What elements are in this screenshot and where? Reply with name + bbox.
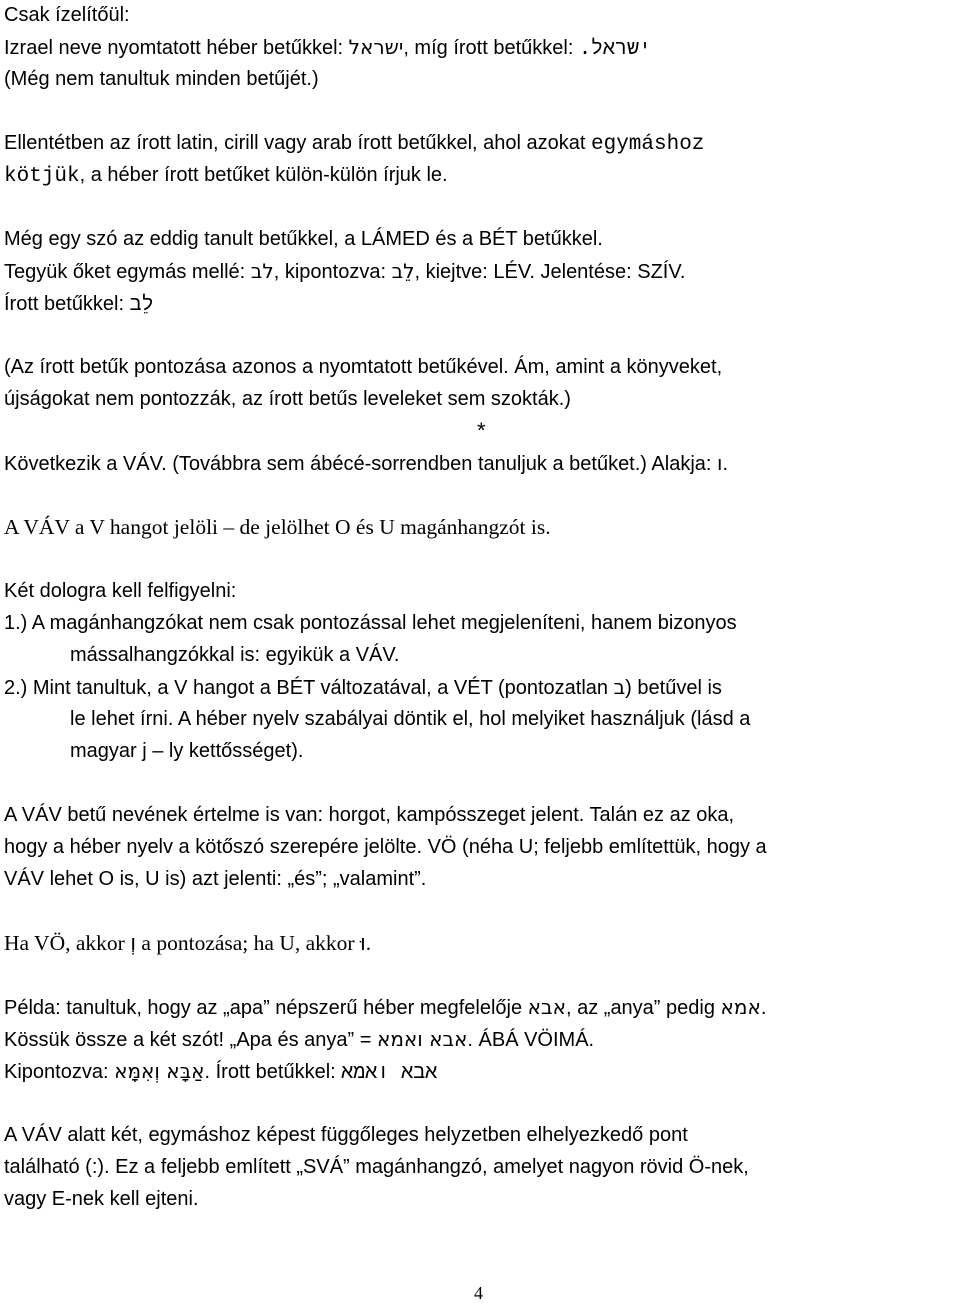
- hebrew-word-cursive: ישראל.: [578, 35, 651, 59]
- paragraph-line: A VÁV alatt két, egymáshoz képest függőleges helyzetben elhelyezkedő pont: [4, 1124, 688, 1146]
- text: Kipontozva:: [4, 1061, 115, 1083]
- text: , a héber írott betűket külön-külön írjuk le.: [79, 164, 448, 186]
- text: , kipontozva:: [273, 261, 392, 283]
- text: , kiejtve: LÉV. Jelentése: SZÍV.: [414, 261, 686, 283]
- paragraph-line: [4, 130, 704, 158]
- paragraph-line: található (:). Ez a feljebb említett „SVÁ” magánhangzó, amelyet nagyon rövid Ö-nek,: [4, 1156, 749, 1178]
- intro-label: Csak ízelítőül:: [4, 4, 130, 26]
- paragraph-line: [4, 290, 154, 317]
- text: Következik a VÁV. (Továbbra sem ábécé-sorrendben tanuljuk a betűket.) Alakja:: [4, 453, 717, 475]
- text: a pontozása; ha U, akkor: [136, 931, 360, 955]
- hebrew-phrase-cursive: אבא ואמא: [341, 1059, 438, 1083]
- hebrew-word: אבא: [527, 995, 566, 1019]
- hebrew-word: אמא: [720, 995, 761, 1019]
- list-item-1-cont: mássalhangzókkal is: egyikük a VÁV.: [70, 644, 400, 666]
- paragraph-line: hogy a héber nyelv a kötőszó szerepére jelölte. VÖ (néha U; feljebb említettük, hogy a: [4, 836, 767, 858]
- mono-text: egymáshoz: [590, 133, 705, 156]
- paragraph-line: [4, 1026, 594, 1053]
- paragraph-line: vagy E-nek kell ejteni.: [4, 1188, 199, 1210]
- text: Írott betűkkel:: [4, 293, 130, 315]
- hebrew-word: ישראל: [348, 35, 404, 59]
- paragraph-line: [4, 450, 728, 477]
- section-separator: *: [477, 418, 486, 443]
- text: ) betűvel is: [625, 677, 722, 699]
- list-item-2: [4, 674, 722, 701]
- paragraph-line: [4, 930, 371, 957]
- paragraph-line: [4, 258, 685, 285]
- text: Ellentétben az írott latin, cirill vagy arab írott betűkkel, ahol azokat: [4, 132, 591, 154]
- hebrew-word-cursive: לֵב: [129, 291, 154, 315]
- paragraph-line: [4, 162, 448, 190]
- text: Kössük össze a két szót! „Apa és anya” =: [4, 1029, 377, 1051]
- paragraph-line: VÁV lehet O is, U is) azt jelenti: „és”; „valamint”.: [4, 868, 427, 890]
- paragraph-line: Két dologra kell felfigyelni:: [4, 580, 237, 602]
- list-item-2-cont: magyar j – ly kettősséget).: [70, 740, 304, 762]
- text: Izrael neve nyomtatott héber betűkkel:: [4, 37, 349, 59]
- hebrew-letter: וְ: [130, 931, 137, 956]
- paragraph-line: (Az írott betűk pontozása azonos a nyomtatott betűkével. Ám, amint a könyveket,: [4, 356, 723, 378]
- list-item-1: 1.) A magánhangzókat nem csak pontozással lehet megjeleníteni, hanem bizonyos: [4, 612, 737, 634]
- hebrew-letter: ב: [613, 675, 626, 699]
- paragraph-line: újságokat nem pontozzák, az írott betűs leveleket sem szokták.): [4, 388, 571, 410]
- text: , míg írott betűkkel:: [403, 37, 579, 59]
- text: 2.) Mint tanultuk, a V hangot a BÉT változatával, a VÉT (pontozatlan: [4, 677, 614, 699]
- note-line: (Még nem tanultuk minden betűjét.): [4, 68, 319, 90]
- text: Tegyük őket egymás mellé:: [4, 261, 251, 283]
- hebrew-word: לֵב: [391, 259, 415, 283]
- mono-text: kötjük: [4, 165, 80, 188]
- israel-line: [4, 34, 651, 61]
- paragraph-line: A VÁV betű nevének értelme is van: horgot, kampósszeget jelent. Talán ez az oka,: [4, 804, 735, 826]
- hebrew-phrase: אַבָּא וְאִמָּא: [114, 1059, 205, 1083]
- paragraph-line: [4, 994, 766, 1021]
- hebrew-letter: וּ: [359, 931, 366, 956]
- list-item-2-cont: le lehet írni. A héber nyelv szabályai döntik el, hol melyiket használjuk (lásd a: [70, 708, 751, 730]
- hebrew-phrase: אבא ואמא: [376, 1027, 468, 1051]
- paragraph-line: [4, 1058, 437, 1085]
- text: Ha VÖ, akkor: [4, 931, 131, 955]
- paragraph-line: A VÁV a V hangot jelöli – de jelölhet O és U magánhangzót is.: [4, 515, 551, 539]
- text: .: [760, 997, 767, 1019]
- hebrew-letter: ו: [717, 451, 723, 475]
- hebrew-word: לב: [250, 259, 274, 283]
- page-number: 4: [474, 1283, 483, 1303]
- text: , az „anya” pedig: [565, 997, 721, 1019]
- text: . Írott betűkkel:: [204, 1061, 342, 1083]
- text: . ÁBÁ VÖIMÁ.: [467, 1029, 595, 1051]
- text: .: [722, 453, 729, 475]
- text: Példa: tanultuk, hogy az „apa” népszerű héber megfelelője: [4, 997, 528, 1019]
- paragraph-line: Még egy szó az eddig tanult betűkkel, a LÁMED és a BÉT betűkkel.: [4, 228, 603, 250]
- text: .: [365, 931, 372, 955]
